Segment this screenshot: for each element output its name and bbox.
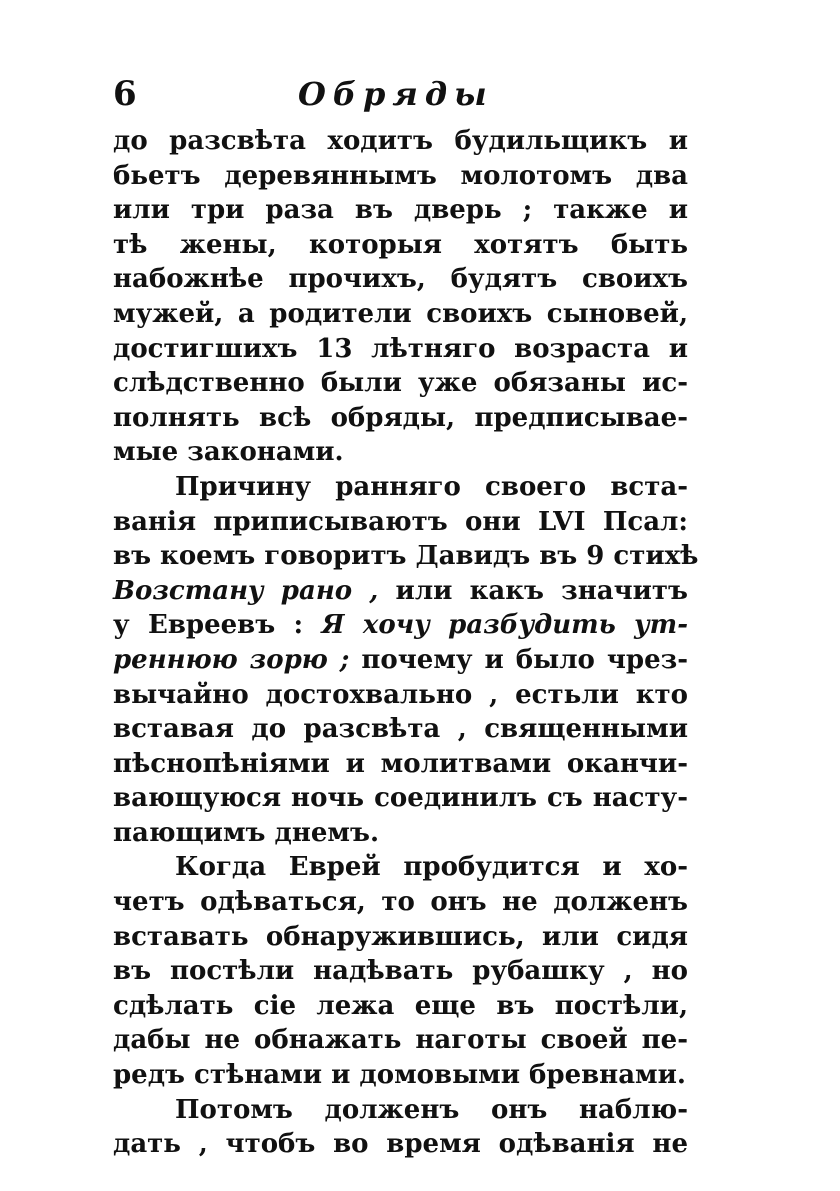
text-line: дать , чтобъ во время одѣванія не xyxy=(113,1129,688,1160)
italic-quote: Возстану рано , xyxy=(113,575,379,606)
paragraph-start-line: Причину ранняго своего вста- xyxy=(175,471,688,502)
text-line: полнять всѣ обряды, предписывае- xyxy=(113,402,688,433)
italic-quote: реннюю зорю ; xyxy=(113,644,350,675)
text-line: набожнѣе прочихъ, будятъ своихъ xyxy=(113,264,688,295)
page-number: 6 xyxy=(113,74,137,114)
paragraph-end-line: пающимъ днемъ. xyxy=(113,817,380,848)
paragraph-end-line: редъ стѣнами и домовыми бревнами. xyxy=(113,1060,686,1091)
running-title: Обряды xyxy=(298,75,494,113)
text-line-italic-start: Возстану рано , или какъ значитъ xyxy=(113,575,688,606)
text-line: мужей, а родители своихъ сыновей, xyxy=(113,298,688,329)
text-line: въ коемъ говоритъ Давидъ въ 9 стихѣ xyxy=(113,541,699,572)
text-line: ванія приписываютъ они LVI Псал: xyxy=(113,506,688,537)
text-line: вставать обнаружившись, или сидя xyxy=(113,921,688,952)
text-line: бьетъ деревяннымъ молотомъ два xyxy=(113,160,688,191)
text-line: вающуюся ночь соединилъ съ насту- xyxy=(113,783,688,814)
text-line-italic-end: у Евреевъ : Я хочу разбудить ут- xyxy=(113,610,688,641)
page-header xyxy=(113,70,693,120)
text-line: дабы не обнажать наготы своей пе- xyxy=(113,1025,688,1056)
text-line: четъ одѣваться, то онъ не долженъ xyxy=(113,887,688,918)
text-line: пѣснопѣніями и молитвами оканчи- xyxy=(113,748,688,779)
text-line-italic-start: реннюю зорю ; почему и было чрез- xyxy=(113,644,688,675)
text-line: слѣдственно были уже обязаны ис- xyxy=(113,368,688,399)
paragraph-start-line: Потомъ долженъ онъ наблю- xyxy=(175,1094,688,1125)
italic-quote: Я хочу разбудить ут- xyxy=(321,610,688,641)
text-line: тѣ жены, которыя хотятъ быть xyxy=(113,229,688,260)
text-line: вычайно достохвально , естьли кто xyxy=(113,679,688,710)
body-text xyxy=(113,124,699,1162)
text-line: или три раза въ дверь ; также и xyxy=(113,195,688,226)
paragraph-start-line: Когда Еврей пробудится и хо- xyxy=(175,852,688,883)
paragraph-end-line: мые законами. xyxy=(113,437,344,468)
text-line: сдѣлать сіе лежа еще въ постѣли, xyxy=(113,990,688,1021)
text-line: въ постѣли надѣвать рубашку , но xyxy=(113,956,688,987)
text-line: вставая до разсвѣта , священными xyxy=(113,714,688,745)
text-line: достигшихъ 13 лѣтняго возраста и xyxy=(113,333,688,364)
text-line: до разсвѣта ходитъ будильщикъ и xyxy=(113,126,688,156)
